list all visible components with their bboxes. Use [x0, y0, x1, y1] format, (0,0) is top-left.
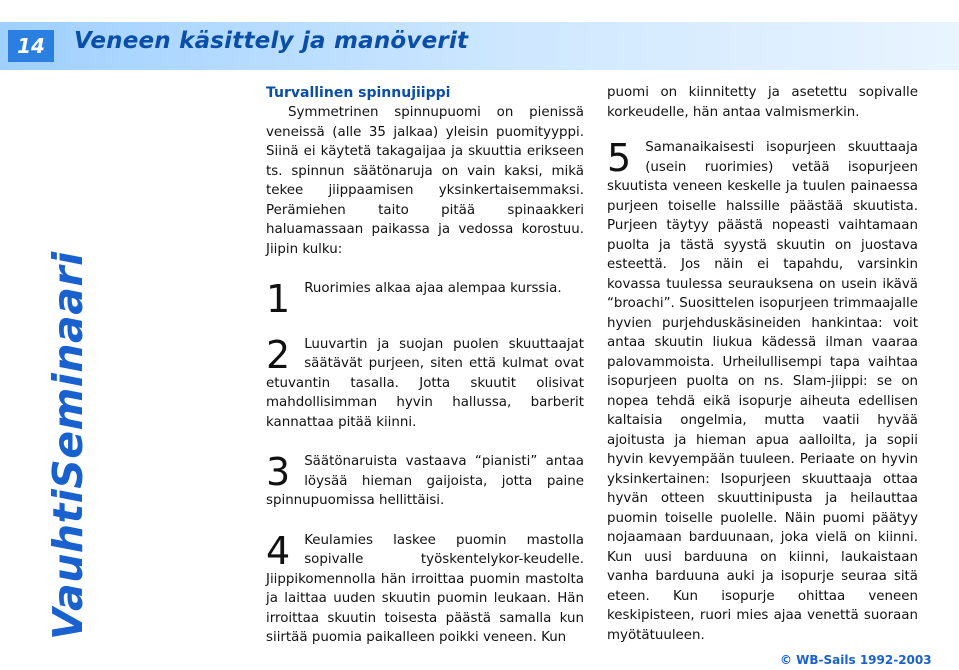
section-title: Turvallinen spinnujiippi — [266, 85, 451, 101]
step-number: 5 — [607, 136, 632, 180]
step-text: Säätönaruista vastaava “pianisti” antaa löysää hieman gaijoista, jotta paine spinnupuomissa hellittäisi. — [266, 454, 584, 508]
step-number: 3 — [266, 450, 291, 494]
step-4 — [266, 528, 584, 648]
article-column-right — [607, 83, 918, 645]
step-number: 4 — [266, 528, 291, 573]
page-number: 14 — [8, 30, 54, 62]
step-number: 1 — [266, 277, 291, 321]
step-text: Keulamies laskee puomin mastolla sopivalle työskentelykor-keudelle. Jiippikomennolla hän irroittaa puomin mastolta ja laittaa uuden skuutin puomin leukaan. Hän irroittaa skuutin toisesta päästä samalla kun siirtää puomia paikalleen poikki veneen. Kun — [266, 532, 584, 645]
step-2 — [266, 332, 584, 433]
step-1 — [266, 277, 584, 321]
step-3 — [266, 452, 584, 511]
copyright-text: © WB-Sails 1992-2003 — [780, 653, 932, 667]
page-title: Veneen käsittely ja manöverit — [74, 28, 469, 54]
article-column-left — [266, 84, 584, 648]
continuation-paragraph: puomi on kiinnitetty ja asetettu sopivalle korkeudelle, hän antaa valmismerkin. — [607, 85, 918, 120]
vauhtiseminaari-logo: VauhtiSeminaari — [44, 251, 92, 640]
step-text: Ruorimies alkaa ajaa alempaa kurssia. — [304, 281, 562, 296]
step-number: 2 — [266, 332, 291, 377]
step-5 — [607, 138, 918, 645]
step-text: Luuvartin ja suojan puolen skuuttaajat säätävät purjeen, siten että kulmat ovat etuvantin tasalla. Jotta skuutit olisivat mahdollisimman hyvin hallussa, barberit kannattaa pitää kiinni. — [266, 336, 584, 430]
step-text: Samanaikaisesti isopurjeen skuuttaaja (usein ruorimies) vetää isopurjeen skuutista veneen keskelle ja tuulen painaessa purjeen toiselle halssille päästää skuutista. Purjeen täytyy päästä nopeasti vaihtamaan puolta ja tästä syystä skuutin on juostava esteettä. Jos näin ei tapahdu, varsinkin kovassa tuulessa seurauksena on usein ikävä “broachi”. Suosittelen isopurjeen trimmaajalle hyvien purjehduskäsineiden hankintaa: voit antaa skuutin liukua kädessä ilman vaaraa palovammoista. Urheilullisempi tapa vaihtaa isopurjeen puolta on ns. Slam-jiippi: se on nopea tehdä eikä isopurje aiheuta edellisen kaltaisia ongelmia, mutta vaatii hyvää ajoitusta ja hieman apua aalloilta, ja sopii hyvin kevyempään tuuleen. Periaate on hyvin yksinkertainen: Isopurjeen skuuttaaja ottaa hyvän otteen skuuttinipusta ja heilauttaa puomin toiselle puolelle. Näin puomi päätyy nojaamaan barduunaan, joka vielä on kiinni. Kun uusi barduuna on kiinni, laukaistaan vanha barduuna auki ja isopurje seuraa sitä eteen. Kun isopurje ohittaa veneen keskipisteen, ruori mies ajaa venettä suoraan myötätuuleen. — [607, 140, 918, 643]
intro-paragraph: Symmetrinen spinnupuomi on pienissä veneissä (alle 35 jalkaa) yleisin puomityyppi. Siinä ei käytetä takagaijaa ja skuuttia erikseen ts. spinnun säätönaruja on vain kaksi, mikä tekee jiippaamisen yksinkertaisemmaksi. Perämiehen taito pitää spinaakkeri haluamassaan paikassa ja vedossa korostuu. Jiipin kulku: — [266, 105, 584, 257]
